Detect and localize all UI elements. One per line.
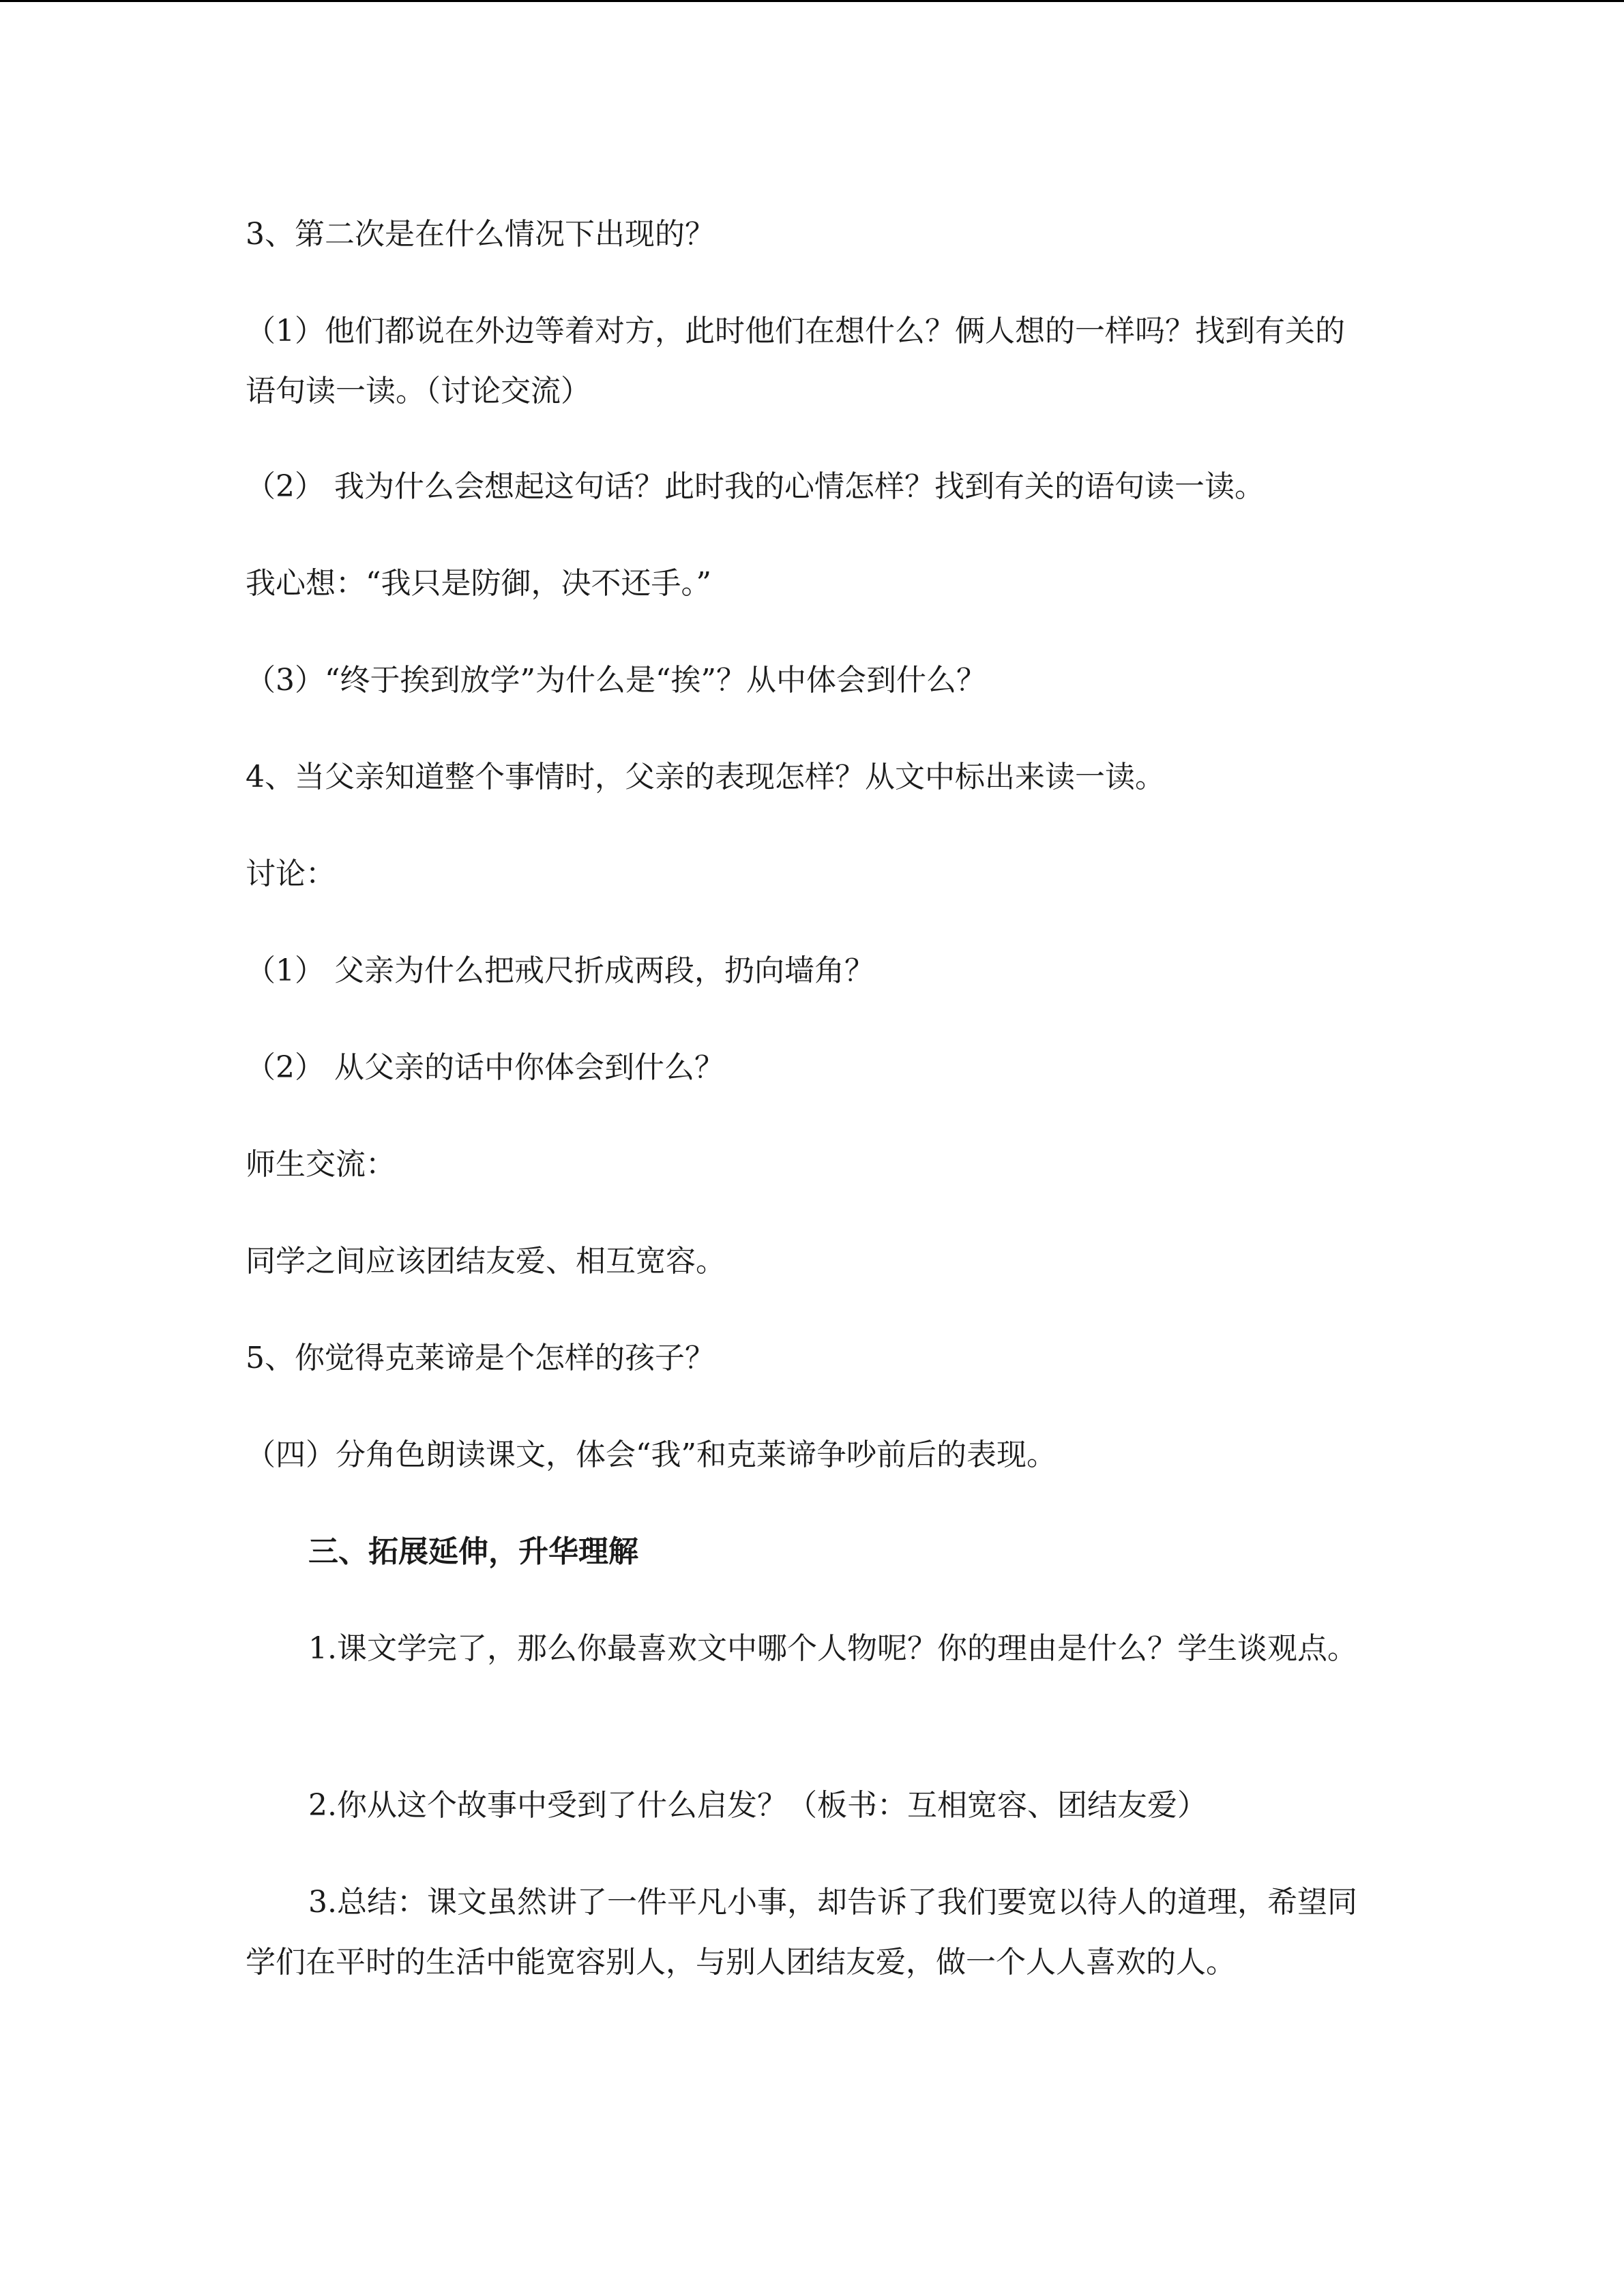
- paragraph-question-4: 4、当父亲知道整个事情时，父亲的表现怎样？从文中标出来读一读。: [246, 760, 1165, 794]
- paragraph-summary: 同学之间应该团结友爱、相互宽容。: [246, 1244, 726, 1279]
- paragraph-question-3-3: （3）“终于挨到放学”为什么是“挨”？从中体会到什么？: [246, 663, 986, 698]
- paragraph-extension-1: 1.课文学完了，那么你最喜欢文中哪个人物呢？你的理由是什么？学生谈观点。: [308, 1631, 1357, 1666]
- paragraph-extension-3: 3.总结：课文虽然讲了一件平凡小事，却告诉了我们要宽以待人的道理，希望同学们在平时的生活中能宽容别人，与别人团结友爱，做一个人人喜欢的人。: [246, 1885, 1357, 1980]
- paragraph-quote: 我心想：“我只是防御，决不还手。”: [246, 566, 711, 601]
- section-heading-3: 三、拓展延伸，升华理解: [308, 1534, 638, 1569]
- paragraph-discussion-2: （2） 从父亲的话中你体会到什么？: [246, 1050, 724, 1085]
- paragraph-question-3-1: （1）他们都说在外边等着对方，此时他们在想什么？俩人想的一样吗？找到有关的语句读一读。（讨论交流）: [246, 314, 1345, 408]
- page-top-border: [0, 0, 1624, 2]
- paragraph-part-4: （四）分角色朗读课文，体会“我”和克莱谛争吵前后的表现。: [246, 1437, 1057, 1472]
- paragraph-discussion-1: （1） 父亲为什么把戒尺折成两段，扔向墙角？: [246, 953, 874, 988]
- paragraph-question-3: 3、第二次是在什么情况下出现的？: [246, 217, 715, 252]
- paragraph-question-3-2: （2） 我为什么会想起这句话？此时我的心情怎样？找到有关的语句读一读。: [246, 469, 1265, 504]
- paragraph-question-5: 5、你觉得克莱谛是个怎样的孩子？: [246, 1341, 715, 1375]
- paragraph-exchange-label: 师生交流：: [246, 1147, 396, 1182]
- paragraph-extension-2: 2.你从这个故事中受到了什么启发？（板书：互相宽容、团结友爱）: [308, 1788, 1207, 1823]
- paragraph-discussion-label: 讨论：: [246, 856, 336, 891]
